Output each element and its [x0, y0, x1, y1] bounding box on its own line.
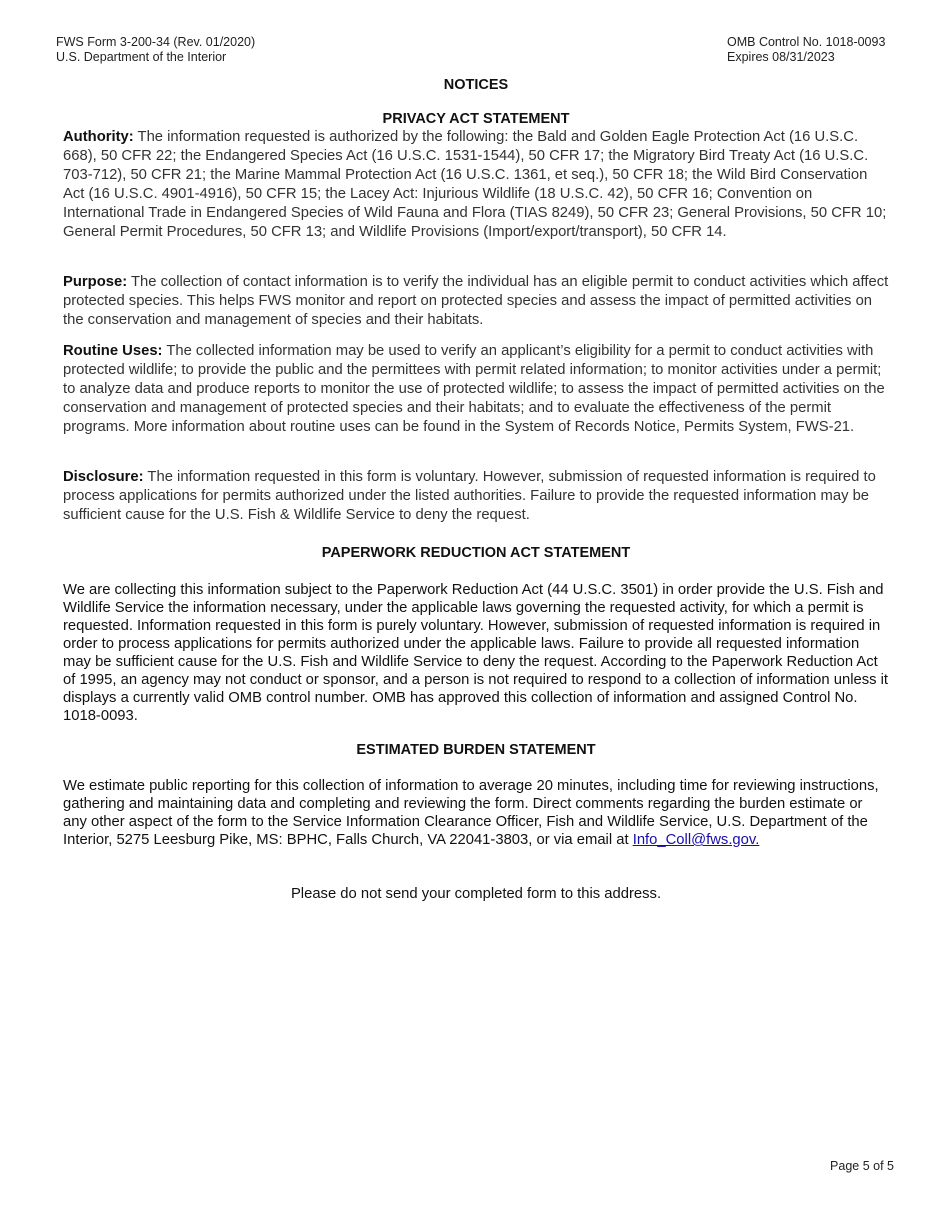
page-title: NOTICES [443, 77, 509, 93]
authority-paragraph [63, 128, 889, 242]
paperwork-reduction-heading: PAPERWORK REDUCTION ACT STATEMENT [321, 545, 631, 561]
estimated-burden-paragraph [63, 777, 889, 849]
expiration-date: Expires 08/31/2023 [727, 49, 835, 64]
contact-email-link[interactable]: Info_Coll@fws.gov. [632, 832, 760, 848]
routine-uses-label: Routine Uses: [63, 343, 163, 359]
routine-uses-text: The collected information may be used to verify an applicant’s eligibility for a permit to conduct activities with protected wildlife; to provide the public and the permittees with permit related information; to monitor activities under a permit; to analyze data and produce reports to monitor the use of protected wildlife; to assess the impact of permitted activities on the conservation and management of protected species and their habitats; and to evaluate the effectiveness of the permit programs. More information about routine uses can be found in the System of Records Notice, Permits System, FWS-21. [63, 343, 885, 435]
department-name: U.S. Department of the Interior [56, 49, 227, 64]
authority-text: The information requested is authorized by the following: the Bald and Golden Eagle Protection Act (16 U.S.C. 668), 50 CFR 22; the Endangered Species Act (16 U.S.C. 1531-1544), 50 CFR 17; the Migratory Bird Treaty Act (16 U.S.C. 703-712), 50 CFR 21; the Marine Mammal Protection Act (16 U.S.C. 1361, et seq.), 50 CFR 18; the Wild Bird Conservation Act (16 U.S.C. 4901-4916), 50 CFR 15; the Lacey Act: Injurious Wildlife (18 U.S.C. 42), 50 CFR 16; Convention on International Trade in Endangered Species of Wild Fauna and Flora (TIAS 8249), 50 CFR 23; General Provisions, 50 CFR 10; General Permit Procedures, 50 CFR 13; and Wildlife Provisions (Import/export/transport), 50 CFR 14. [63, 129, 887, 240]
form-header-right [727, 35, 885, 64]
paperwork-reduction-text: We are collecting this information subject to the Paperwork Reduction Act (44 U.S.C. 3501) in order provide the U.S. Fish and Wildlife Service the information necessary, under the applicable laws governing the requested activity, for which a permit is requested. Information requested in this form is purely voluntary. However, submission of requested information is required in order to process applications for permits authorized under the applicable laws. Failure to provide all requested information may be sufficient cause for the U.S. Fish and Wildlife Service to deny the request. According to the Paperwork Reduction Act of 1995, an agency may not conduct or sponsor, and a person is not required to respond to a collection of information unless it displays a currently valid OMB control number. OMB has approved this collection of information and assigned Control No. 1018-0093. [63, 582, 889, 724]
form-id: FWS Form 3-200-34 (Rev. 01/2020) [56, 35, 256, 49]
estimated-burden-heading: ESTIMATED BURDEN STATEMENT [356, 742, 596, 758]
routine-uses-paragraph [63, 342, 889, 437]
do-not-send-note: Please do not send your completed form to this address. [290, 886, 662, 902]
disclosure-label: Disclosure: [63, 469, 144, 485]
estimated-burden-text: We estimate public reporting for this collection of information to average 20 minutes, including time for reviewing instructions, gathering and maintaining data and completing and reviewing the form. Direct comments regarding the burden estimate or any other aspect of the form to the Service Information Clearance Officer, Fish and Wildlife Service, U.S. Department of the Interior, 5275 Leesburg Pike, MS: BPHC, Falls Church, VA 22041-3803, or via email at [63, 778, 879, 848]
purpose-label: Purpose: [63, 274, 128, 290]
page-number: Page 5 of 5 [830, 1159, 894, 1173]
purpose-paragraph [63, 273, 889, 330]
disclosure-text: The information requested in this form is voluntary. However, submission of requested information is required to process applications for permits authorized under the listed authorities. Failure to provide the requested information may be sufficient cause for the U.S. Fish & Wildlife Service to deny the request. [63, 469, 876, 523]
purpose-text: The collection of contact information is to verify the individual has an eligible permit to conduct activities which affect protected species. This helps FWS monitor and report on protected species and assess the impact of permitted activities on the conservation and management of species and their habitats. [63, 274, 889, 328]
privacy-act-heading: PRIVACY ACT STATEMENT [382, 111, 570, 127]
form-header-left [56, 35, 255, 64]
authority-label: Authority: [63, 129, 134, 145]
disclosure-paragraph [63, 468, 889, 525]
omb-control-number: OMB Control No. 1018-0093 [727, 35, 886, 49]
